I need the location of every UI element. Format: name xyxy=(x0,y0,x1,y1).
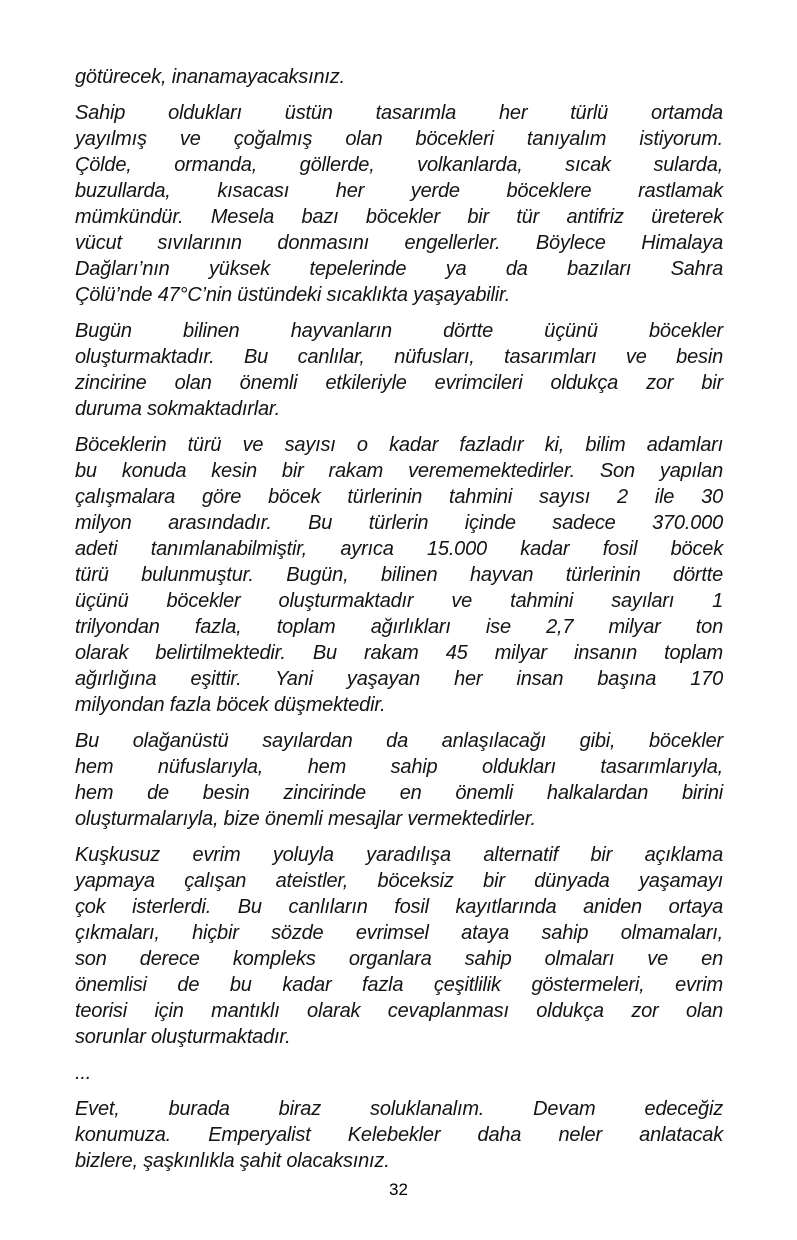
text-line: yayılmış ve çoğalmış olan böcekleri tanıyalım istiyorum. xyxy=(75,128,723,150)
text-line: çalışmalara göre böcek türlerinin tahmini sayısı 2 ile 30 xyxy=(75,486,723,508)
text-line: ağırlığına eşittir. Yani yaşayan her insan başına 170 xyxy=(75,668,723,690)
text-line: ... xyxy=(75,1062,92,1084)
text-line: mümkündür. Mesela bazı böcekler bir tür antifriz üreterek xyxy=(75,206,723,228)
text-line: Çölü’nde 47°C’nin üstündeki sıcaklıkta yaşayabilir. xyxy=(75,284,511,306)
paragraph-7 xyxy=(75,1096,723,1174)
text-line: Böceklerin türü ve sayısı o kadar fazladır ki, bilim adamları xyxy=(75,434,723,456)
text-line: buzullarda, kısacası her yerde böceklere rastlamak xyxy=(75,180,723,202)
text-line: teorisi için mantıklı olarak cevaplanması oldukça zor olan xyxy=(75,1000,723,1022)
text-line: hem de besin zincirinde en önemli halkalardan birini xyxy=(75,782,723,804)
text-line: Sahip oldukları üstün tasarımla her türlü ortamda xyxy=(75,102,723,124)
paragraph-6 xyxy=(75,1060,723,1086)
text-line: önemlisi de bu kadar fazla çeşitlilik göstermeleri, evrim xyxy=(75,974,723,996)
text-line: Dağları’nın yüksek tepelerinde ya da bazıları Sahra xyxy=(75,258,723,280)
text-line: konumuza. Emperyalist Kelebekler daha neler anlatacak xyxy=(75,1124,723,1146)
paragraph-2 xyxy=(75,318,723,422)
text-line: adeti tanımlanabilmiştir, ayrıca 15.000 kadar fosil böcek xyxy=(75,538,723,560)
text-line: zincirine olan önemli etkileriyle evrimcileri oldukça zor bir xyxy=(75,372,723,394)
text-line: Çölde, ormanda, göllerde, volkanlarda, sıcak sularda, xyxy=(75,154,723,176)
text-line: üçünü böcekler oluşturmaktadır ve tahmini sayıları 1 xyxy=(75,590,723,612)
text-line: son derece kompleks organlara sahip olmaları ve en xyxy=(75,948,723,970)
text-line: bu konuda kesin bir rakam verememektedirler. Son yapılan xyxy=(75,460,723,482)
text-line: oluşturmalarıyla, bize önemli mesajlar vermektedirler. xyxy=(75,808,536,830)
text-line: çıkmaları, hiçbir sözde evrimsel ataya sahip olmamaları, xyxy=(75,922,723,944)
text-line: çok isterlerdi. Bu canlıların fosil kayıtlarında aniden ortaya xyxy=(75,896,723,918)
text-line: yapmaya çalışan ateistler, böceksiz bir dünyada yaşamayı xyxy=(75,870,723,892)
text-line: oluşturmaktadır. Bu canlılar, nüfusları, tasarımları ve besin xyxy=(75,346,723,368)
text-line: hem nüfuslarıyla, hem sahip oldukları tasarımlarıyla, xyxy=(75,756,723,778)
text-line: Evet, burada biraz soluklanalım. Devam edeceğiz xyxy=(75,1098,723,1120)
text-line: bizlere, şaşkınlıkla şahit olacaksınız. xyxy=(75,1150,390,1172)
text-line: vücut sıvılarının donmasını engellerler. Böylece Himalaya xyxy=(75,232,723,254)
page-number: 32 xyxy=(389,1180,408,1199)
paragraph-5 xyxy=(75,842,723,1050)
text-line: milyondan fazla böcek düşmektedir. xyxy=(75,694,386,716)
text-line: Bugün bilinen hayvanların dörtte üçünü böcekler xyxy=(75,320,723,342)
text-line: Bu olağanüstü sayılardan da anlaşılacağı gibi, böcekler xyxy=(75,730,723,752)
text-line: türü bulunmuştur. Bugün, bilinen hayvan türlerinin dörtte xyxy=(75,564,723,586)
text-line: Kuşkusuz evrim yoluyla yaradılışa alternatif bir açıklama xyxy=(75,844,723,866)
paragraph-1 xyxy=(75,100,723,308)
text-line: olarak belirtilmektedir. Bu rakam 45 milyar insanın toplam xyxy=(75,642,723,664)
text-line: duruma sokmaktadırlar. xyxy=(75,398,280,420)
paragraph-4 xyxy=(75,728,723,832)
page-content xyxy=(75,64,723,1184)
paragraph-3 xyxy=(75,432,723,718)
text-line: trilyondan fazla, toplam ağırlıkları ise 2,7 milyar ton xyxy=(75,616,723,638)
text-line: milyon arasındadır. Bu türlerin içinde sadece 370.000 xyxy=(75,512,723,534)
text-line: götürecek, inanamayacaksınız. xyxy=(75,66,345,88)
text-line: sorunlar oluşturmaktadır. xyxy=(75,1026,291,1048)
paragraph-0 xyxy=(75,64,723,90)
